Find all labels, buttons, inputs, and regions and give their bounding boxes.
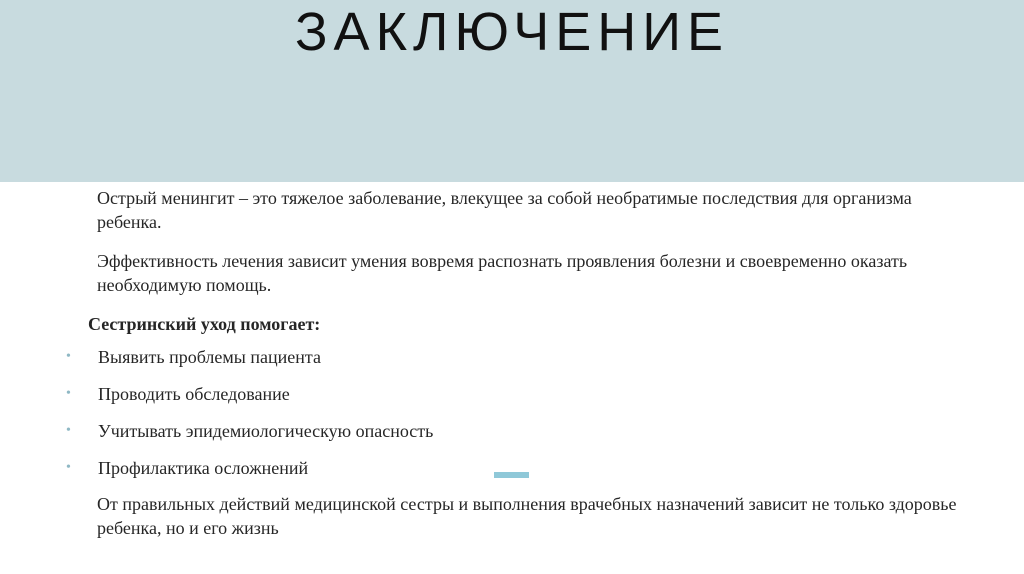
bullet-icon: • xyxy=(66,349,71,364)
bullet-text: Выявить проблемы пациента xyxy=(98,347,321,367)
paragraph-conclusion: От правильных действий медицинской сестры и выполнения врачебных назначений зависит не только здоровье ребенка, но и его жизнь xyxy=(97,494,957,538)
slide-title: ЗАКЛЮЧЕНИЕ xyxy=(294,2,730,62)
bullet-text: Учитывать эпидемиологическую опасность xyxy=(98,421,434,441)
paragraph-meningitis: Острый менингит – это тяжелое заболевание, влекущее за собой необратимые последствия для организма ребенка. xyxy=(97,188,912,232)
title-banner xyxy=(0,0,1024,182)
bullet-icon: • xyxy=(66,460,71,475)
bullet-text: Профилактика осложнений xyxy=(98,458,309,478)
list-heading: Сестринский уход помогает: xyxy=(88,314,321,334)
accent-bar xyxy=(494,472,529,478)
paragraph-treatment: Эффективность лечения зависит умения вовремя распознать проявления болезни и своевременно оказать необходимую помощь. xyxy=(97,251,908,295)
bullet-icon: • xyxy=(66,423,71,438)
bullet-text: Проводить обследование xyxy=(98,384,290,404)
bullet-icon: • xyxy=(66,386,71,401)
